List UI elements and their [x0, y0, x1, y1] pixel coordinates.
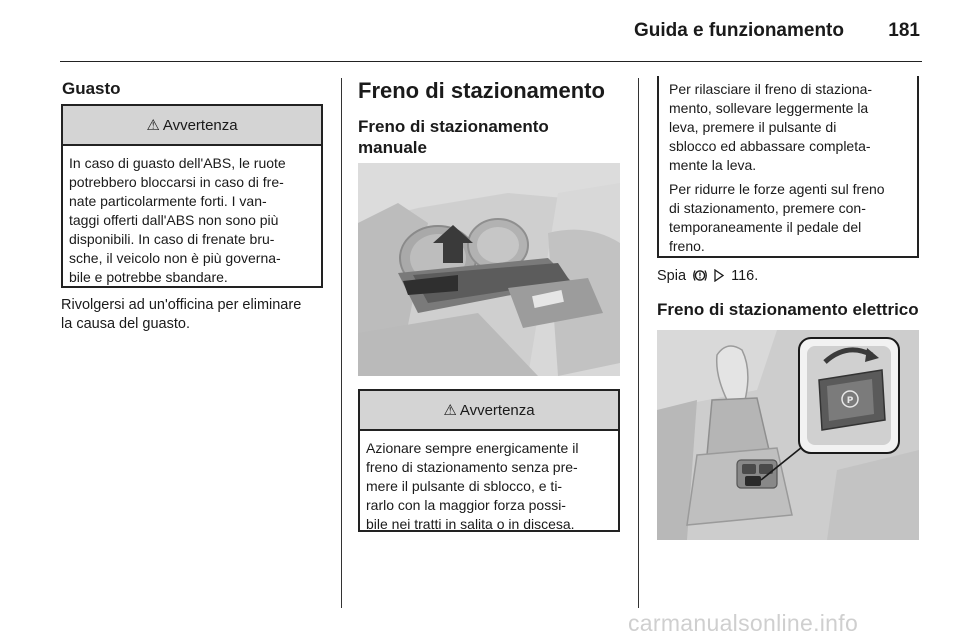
subheading-line: Freno di stazionamento — [358, 117, 549, 136]
note-line: di stazionamento, premere con- — [669, 200, 866, 216]
spia-page-ref: 116. — [731, 268, 759, 284]
warning-line: freno di stazionamento senza pre- — [366, 459, 578, 475]
warning-line: sche, il veicolo non è più governa- — [69, 250, 281, 266]
warning-triangle-icon: ⚠ — [146, 117, 160, 134]
column-divider-2 — [638, 78, 639, 608]
page-header — [60, 0, 922, 62]
warning-line: rarlo con la maggior forza possi- — [366, 497, 566, 513]
warning-line: bile nei tratti in salita o in discesa. — [366, 516, 575, 532]
note-line: temporaneamente il pedale del — [669, 219, 862, 235]
chapter-heading: Freno di stazionamento — [358, 78, 605, 103]
note-line: Per ridurre le forze agenti sul freno — [669, 181, 885, 197]
manual-parking-brake-illustration — [358, 163, 620, 376]
spia-label: Spia — [657, 268, 687, 284]
warning-box-parking-brake — [358, 389, 620, 532]
column-divider-1 — [341, 78, 342, 608]
warning-title: Avvertenza — [459, 401, 535, 419]
page-number: 181 — [888, 20, 920, 41]
note-line: freno. — [669, 238, 705, 254]
warning-line: Azionare sempre energicamente il — [366, 440, 579, 456]
note-line: mento, sollevare leggermente la — [669, 100, 869, 116]
force-reduction-paragraph — [669, 180, 907, 256]
warning-header — [360, 391, 618, 431]
warning-title: Avvertenza — [162, 116, 238, 134]
subheading-line: manuale — [358, 138, 427, 157]
note-line: mente la leva. — [669, 157, 757, 173]
electric-parking-brake-illustration — [657, 330, 919, 540]
note-line: Per rilasciare il freno di staziona- — [669, 81, 873, 97]
running-title: Guida e funzionamento — [633, 20, 844, 41]
svg-text:P: P — [846, 396, 854, 406]
warning-line: taggi offerti dall'ABS non sono più — [69, 212, 279, 228]
handbrake-lever-drawing — [358, 163, 620, 376]
brake-warning-icon — [692, 268, 708, 287]
warning-line: In caso di guasto dell'ABS, le ruote — [69, 155, 286, 171]
warning-box-abs — [61, 104, 323, 288]
warning-line: potrebbero bloccarsi in caso di fre- — [69, 174, 284, 190]
watermark: carmanualsonline.info — [628, 610, 859, 636]
body-line: la causa del guasto. — [61, 316, 190, 332]
warning-text — [360, 431, 618, 534]
warning-line: mere il pulsante di sblocco, e ti- — [366, 478, 563, 494]
subheading-elettrico: Freno di stazionamento elettrico — [657, 300, 919, 319]
release-instructions-box — [657, 76, 919, 258]
indicator-reference — [657, 268, 758, 287]
warning-header — [63, 106, 321, 146]
warning-line: disponibili. In caso di frenate bru- — [69, 231, 275, 247]
body-line: Rivolgersi ad un'officina per eliminare — [61, 297, 302, 313]
note-line: leva, premere il pulsante di — [669, 119, 837, 135]
release-paragraph — [669, 80, 907, 175]
section-heading-guasto: Guasto — [62, 79, 121, 98]
warning-line: nate particolarmente forti. I van- — [69, 193, 267, 209]
svg-text:!: ! — [698, 271, 702, 281]
warning-triangle-icon: ⚠ — [443, 402, 457, 419]
console-switch-drawing — [657, 330, 919, 540]
note-line: sblocco ed abbassare completa- — [669, 138, 871, 154]
page-reference-icon — [714, 269, 724, 286]
body-paragraph-officina — [61, 296, 301, 334]
warning-line: bile e potrebbe sbandare. — [69, 269, 228, 285]
subheading-manuale — [358, 116, 618, 158]
warning-text — [63, 146, 321, 287]
